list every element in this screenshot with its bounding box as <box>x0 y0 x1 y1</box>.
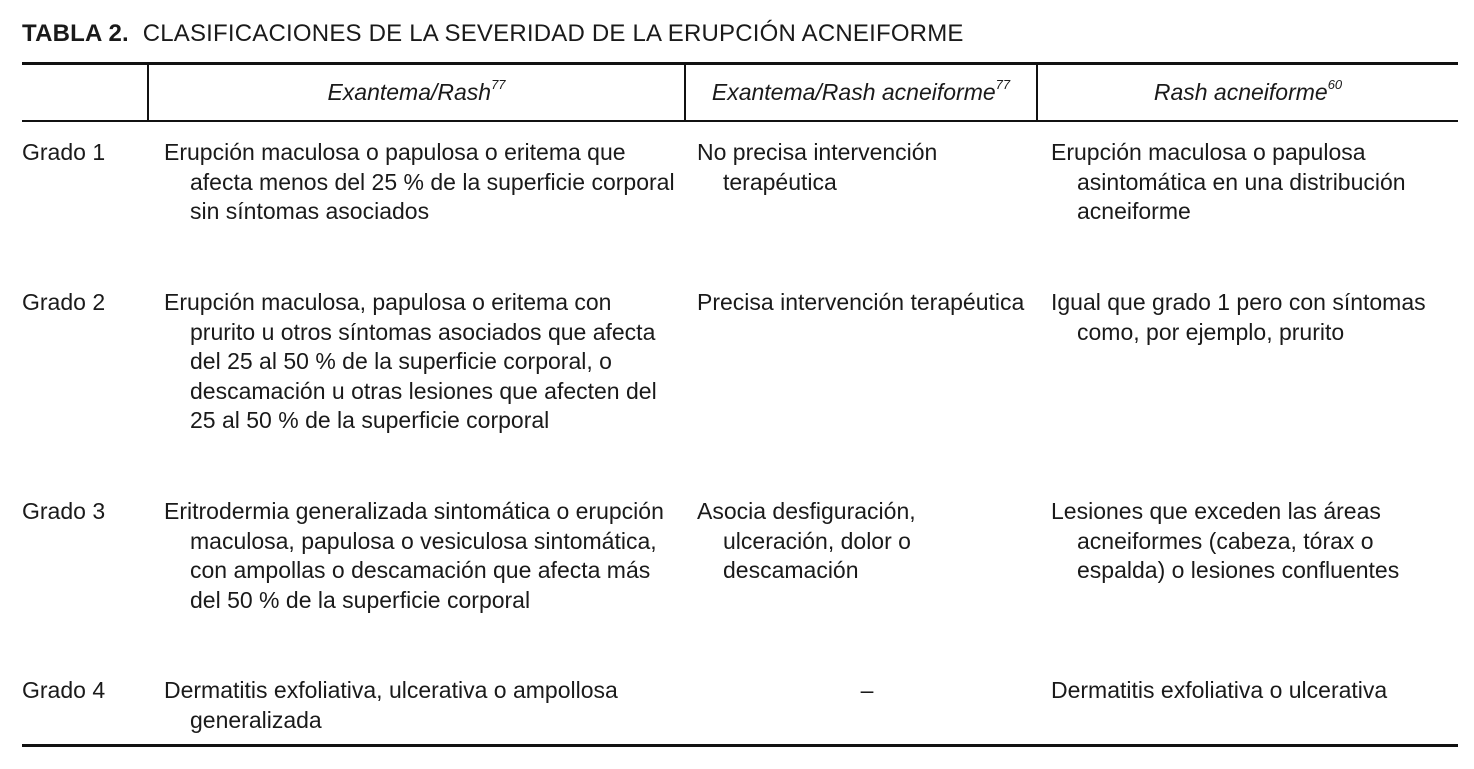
header-exantema-rash-text: Exantema/Rash <box>327 79 492 105</box>
table-title: CLASIFICACIONES DE LA SEVERIDAD DE LA ERUPCIÓN ACNEIFORME <box>142 20 964 47</box>
grade-cell: Grado 3 <box>22 498 106 524</box>
rash-acneiforme-cell-text: No precisa intervención terapéutica <box>697 139 938 195</box>
header-ref-60: 60 <box>1327 77 1343 92</box>
rash-cell <box>148 121 685 272</box>
grade-cell: Grado 2 <box>22 289 106 315</box>
rash-acneiforme-60-cell <box>1037 660 1458 745</box>
rash-cell-text: Dermatitis exfoliativa, ulcerativa o ampollosa generalizada <box>164 677 618 733</box>
grade-cell: Grado 4 <box>22 677 106 703</box>
table-label: TABLA 2. <box>22 20 129 47</box>
rash-cell-text: Eritrodermia generalizada sintomática o erupción maculosa, papulosa o vesiculosa sintomática, con ampollas o descamación que afecta más del 50 % de la superficie corporal <box>164 498 664 613</box>
severity-table <box>22 62 1458 747</box>
rash-acneiforme-cell <box>685 272 1037 481</box>
header-exantema-rash-acneiforme-text: Exantema/Rash acneiforme <box>711 79 996 105</box>
rash-acneiforme-cell <box>685 481 1037 660</box>
grade-cell: Grado 1 <box>22 139 106 165</box>
rash-cell-text: Erupción maculosa o papulosa o eritema que afecta menos del 25 % de la superficie corporal sin síntomas asociados <box>164 139 675 225</box>
table-row <box>22 481 1458 660</box>
rash-acneiforme-60-cell <box>1037 272 1458 481</box>
rash-cell <box>148 660 685 745</box>
table-row <box>22 660 1458 745</box>
header-ref-77-b: 77 <box>995 77 1011 92</box>
header-ref-77: 77 <box>491 77 506 92</box>
table-caption <box>22 18 1458 50</box>
rash-cell <box>148 272 685 481</box>
table-row <box>22 272 1458 481</box>
rash-acneiforme-60-cell-text: Igual que grado 1 pero con síntomas como, por ejemplo, prurito <box>1051 289 1426 345</box>
table-row <box>22 121 1458 272</box>
rash-acneiforme-cell-text: Precisa intervención terapéutica <box>697 289 1025 315</box>
rash-acneiforme-60-cell-text: Lesiones que exceden las áreas acneiformes (cabeza, tórax o espalda) o lesiones confluentes <box>1051 498 1400 584</box>
table-header-row <box>22 64 1458 122</box>
header-exantema-rash <box>148 64 685 122</box>
rash-acneiforme-cell-text: – <box>860 677 874 703</box>
rash-cell <box>148 481 685 660</box>
rash-acneiforme-cell <box>685 660 1037 745</box>
header-rash-acneiforme <box>1037 64 1458 122</box>
header-rash-acneiforme-text: Rash acneiforme <box>1153 79 1328 105</box>
header-exantema-rash-acneiforme <box>685 64 1037 122</box>
rash-acneiforme-60-cell <box>1037 121 1458 272</box>
rash-acneiforme-60-cell-text: Dermatitis exfoliativa o ulcerativa <box>1051 677 1388 703</box>
rash-acneiforme-cell-text: Asocia desfiguración, ulceración, dolor o descamación <box>697 498 916 584</box>
document-page <box>22 18 1458 733</box>
rash-acneiforme-60-cell <box>1037 481 1458 660</box>
rash-cell-text: Erupción maculosa, papulosa o eritema con prurito u otros síntomas asociados que afecta del 25 al 50 % de la superficie corporal, o descamación u otras lesiones que afecten del 25 al 50 % de la superficie corporal <box>164 289 657 434</box>
rash-acneiforme-cell <box>685 121 1037 272</box>
rash-acneiforme-60-cell-text: Erupción maculosa o papulosa asintomática en una distribución acneiforme <box>1051 139 1406 225</box>
header-empty-cell <box>22 64 148 122</box>
